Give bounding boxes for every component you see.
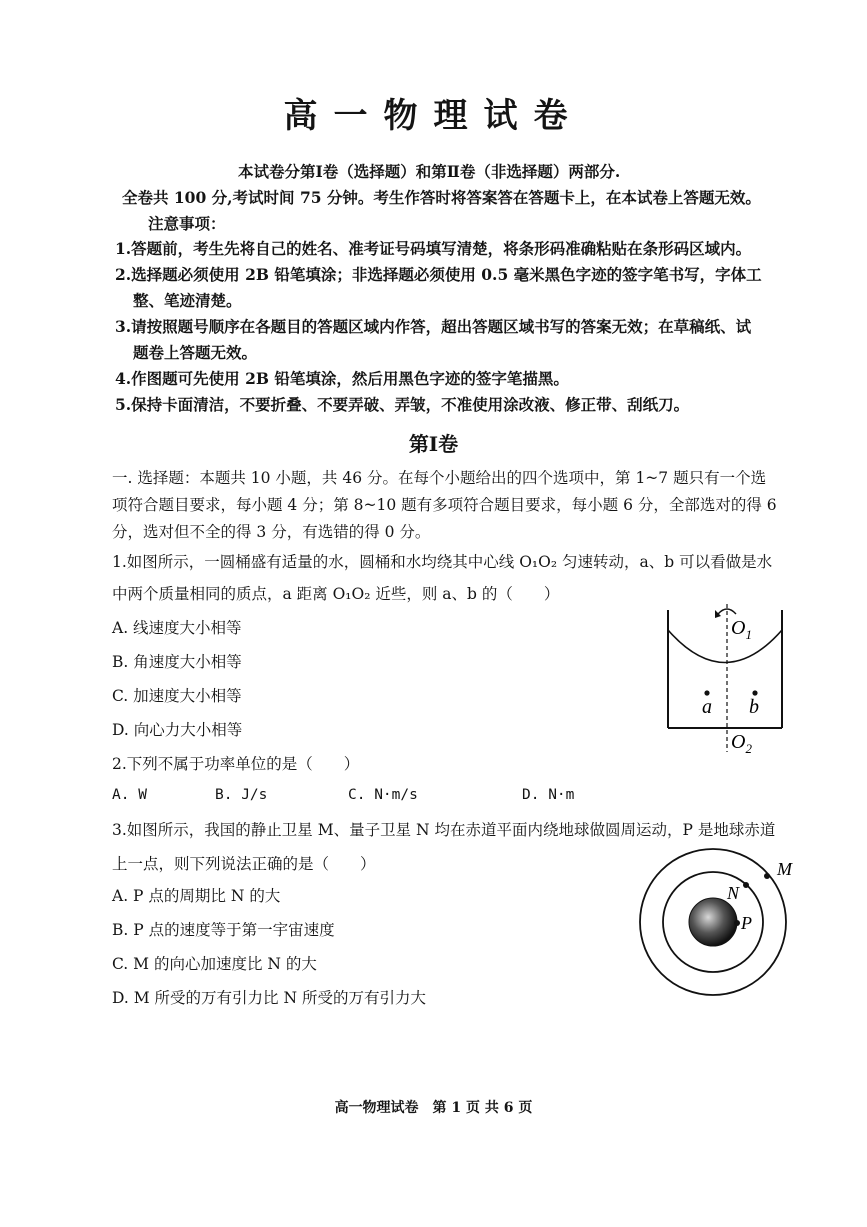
- satellite-m: [764, 873, 770, 879]
- label-o1: $O_1$: [731, 617, 752, 642]
- q1-option-d: D. 向心力大小相等: [112, 721, 243, 739]
- satellite-n: [743, 882, 749, 888]
- label-n: N: [727, 883, 740, 903]
- q1-option-c: C. 加速度大小相等: [112, 687, 242, 705]
- rotating-bucket-figure: [655, 600, 795, 780]
- earth-icon: [689, 898, 737, 946]
- page-footer: 高一物理试卷 第 1 页 共 6 页: [334, 1100, 533, 1116]
- point-p: [734, 920, 740, 926]
- note-item: 题卷上答题无效。: [133, 343, 258, 362]
- q3-option-b: B. P 点的速度等于第一宇宙速度: [112, 921, 335, 939]
- label-a: a: [702, 696, 712, 718]
- q2-option-d: D. N·m: [522, 787, 575, 803]
- notes-heading: 注意事项：: [148, 214, 226, 233]
- q2-option-b: B. J/s: [215, 787, 268, 803]
- label-m: M: [777, 859, 792, 879]
- note-item: 3.请按照题号顺序在各题目的答题区域内作答，超出答题区域书写的答案无效；在草稿纸、试: [115, 317, 752, 336]
- q1-option-b: B. 角速度大小相等: [112, 653, 242, 671]
- section-title: 第Ⅰ卷: [408, 432, 459, 456]
- q1-stem-line-1: 1.如图所示，一圆桶盛有适量的水，圆桶和水均绕其中心线 O₁O₂ 匀速转动，a、b 可以看做是水: [112, 553, 773, 571]
- note-item: 1.答题前，考生先将自己的姓名、准考证号码填写清楚，将条形码准确粘贴在条形码区域内。: [115, 239, 752, 258]
- part-one-line: 项符合题目要求，每小题 4 分；第 8~10 题有多项符合题目要求，每小题 6 分，全部选对的得 6: [112, 496, 777, 514]
- note-item: 4.作图题可先使用 2B 铅笔填涂，然后用黑色字迹的签字笔描黑。: [115, 369, 569, 388]
- intro-line-1: 本试卷分第Ⅰ卷（选择题）和第Ⅱ卷（非选择题）两部分.: [238, 162, 621, 181]
- q3-option-a: A. P 点的周期比 N 的大: [112, 887, 281, 905]
- label-b: b: [749, 696, 759, 718]
- water-surface: [668, 630, 782, 663]
- label-p: P: [741, 913, 752, 933]
- q3-stem-line-1: 3.如图所示，我国的静止卫星 M、量子卫星 N 均在赤道平面内绕地球做圆周运动，P 是地球赤道: [112, 821, 776, 839]
- intro-line-2: 全卷共 100 分,考试时间 75 分钟。考生作答时将答案答在答题卡上，在本试卷上答题无效。: [122, 188, 761, 207]
- q2-option-a: A. W: [112, 787, 147, 803]
- label-o2: $O_2$: [731, 731, 752, 756]
- q3-stem-line-2: 上一点，则下列说法正确的是（ ）: [112, 855, 376, 873]
- part-one-line: 分，选对但不全的得 3 分，有选错的得 0 分。: [112, 523, 431, 541]
- point-a: [704, 690, 709, 695]
- q1-option-a: A. 线速度大小相等: [112, 619, 242, 637]
- satellite-orbit-figure: [630, 845, 805, 1015]
- part-one-line: 一. 选择题：本题共 10 小题，共 46 分。在每个小题给出的四个选项中，第 1~7 题只有一个选: [112, 469, 767, 487]
- point-b: [752, 690, 757, 695]
- q3-option-c: C. M 的向心加速度比 N 的大: [112, 955, 317, 973]
- note-item: 5.保持卡面清洁，不要折叠、不要弄破、弄皱，不准使用涂改液、修正带、刮纸刀。: [115, 395, 690, 414]
- q1-stem-line-2: 中两个质量相同的质点，a 距离 O₁O₂ 近些，则 a、b 的（ ）: [112, 585, 560, 603]
- q3-option-d: D. M 所受的万有引力比 N 所受的万有引力大: [112, 989, 426, 1007]
- q2-stem: 2.下列不属于功率单位的是（ ）: [112, 755, 360, 773]
- note-item: 2.选择题必须使用 2B 铅笔填涂；非选择题必须使用 0.5 毫米黑色字迹的签字笔书写，字体工: [115, 265, 762, 284]
- q2-option-c: C. N·m/s: [348, 787, 418, 803]
- exam-title: 高一物理试卷: [283, 96, 584, 136]
- note-item: 整、笔迹清楚。: [133, 291, 242, 310]
